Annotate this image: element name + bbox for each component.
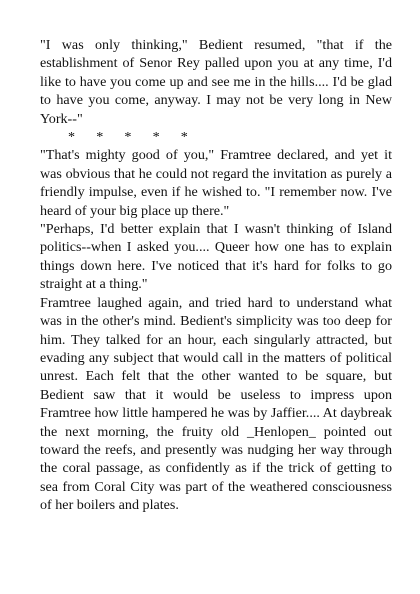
paragraph-2: "That's mighty good of you," Framtree declared, and yet it was obvious that he could not regard the invitation as purely a friendly impulse, even if he wished to. "I remember now. I've heard of your big place up there." (40, 147, 392, 219)
paragraph-1: "I was only thinking," Bedient resumed, "that if the establishment of Senor Rey palled upon you at any time, I'd like to have you come up and see me in the hills.... I'd be glad to have you come, anyway. I may not be very long in New York--" (40, 37, 392, 127)
paragraph-3: "Perhaps, I'd better explain that I wasn't thinking of Island politics--when I asked you.... Queer how one has to explain things down here. I've noticed that it's hard for folks to go straight at a thing." (40, 221, 392, 293)
paragraph-4: Framtree laughed again, and tried hard to understand what was in the other's mind. Bedient's simplicity was too deep for him. They talked for an hour, each singularly attracted, but evading any subject that would call in the matters of political unrest. Each felt that the other wanted to be square, but Bedient saw that it would be useless to impress upon Framtree how little hampered he was by Jaffier.... At daybreak the next morning, the fruity old _Henlopen_ pointed out toward the reefs, and presently was nudging her way through the coral passage, as confidently as if the trick of getting to sea from Coral City was part of the weathered consciousness of her boilers and plates. (40, 294, 392, 514)
section-separator: * * * * * (68, 129, 188, 146)
